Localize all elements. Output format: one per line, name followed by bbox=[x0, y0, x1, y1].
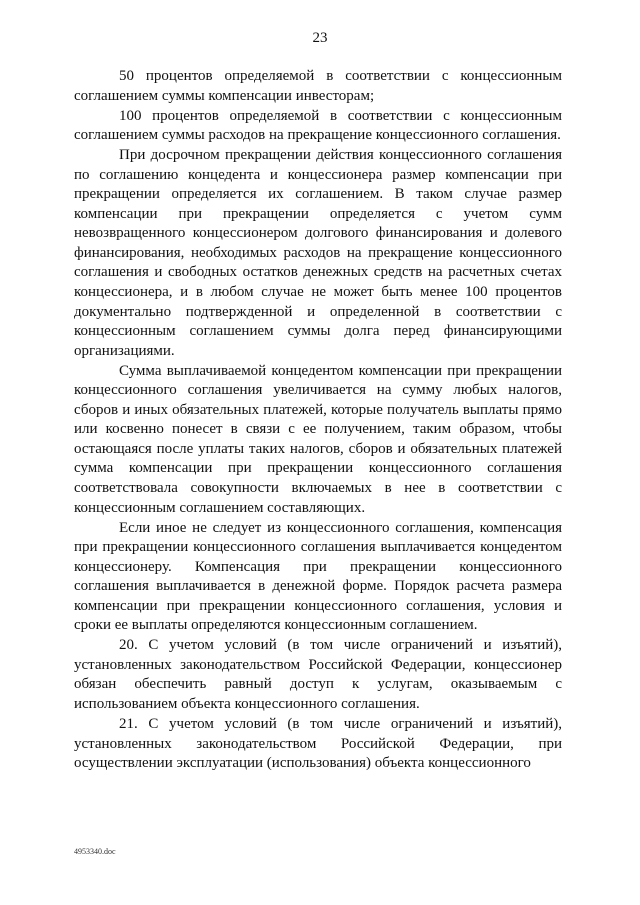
paragraph-clause-21: 21. С учетом условий (в том числе ограничений и изъятий), установленных законодательством Российской Федерации, при осуществлении эксплуатации (использования) объекта концессионного bbox=[74, 716, 562, 772]
paragraph-compensation-investors: 50 процентов определяемой в соответствии с концессионным соглашением суммы компенсации инвесторам; bbox=[74, 68, 562, 104]
paragraph-compensation-taxes: Сумма выплачиваемой концедентом компенсации при прекращении концессионного соглашения увеличивается на сумму любых налогов, сборов и иных обязательных платежей, которые получатель выплаты прямо или косвенно понесет в связи с ее получением, таким образом, чтобы остающаяся после уплаты таких налогов, сборов и обязательных платежей сумма компенсации при прекращении концессионного соглашения соответствовала совокупности включаемых в нее в соответствии с концессионным соглашением составляющих. bbox=[74, 362, 562, 516]
paragraph-early-termination: При досрочном прекращении действия концессионного соглашения по соглашению концедента и концессионера размер компенсации при прекращении определяется их соглашением. В таком случае размер компенсации при прекращении определяется с учетом сумм невозвращенного концессионером долгового финансирования и долевого финансирования, необходимых расходов на прекращение концессионного соглашения и свободных остатков денежных средств на расчетных счетах концессионера, и в любом случае не может быть менее 100 процентов документально подтвержденной и определенной в соответствии с концессионным соглашением суммы долга перед финансирующими организациями. bbox=[74, 147, 562, 359]
paragraph-clause-20: 20. С учетом условий (в том числе ограничений и изъятий), установленных законодательством Российской Федерации, концессионер обязан обеспечить равный доступ к услугам, оказываемым с использованием объекта концессионного соглашения. bbox=[74, 637, 562, 712]
footer-file-code: 4953340.doc bbox=[74, 847, 116, 856]
document-body bbox=[74, 67, 562, 774]
page-number: 23 bbox=[312, 30, 328, 46]
paragraph-termination-expenses: 100 процентов определяемой в соответствии с концессионным соглашением суммы расходов на прекращение концессионного соглашения. bbox=[74, 107, 562, 144]
paragraph-compensation-payment: Если иное не следует из концессионного соглашения, компенсация при прекращении концессионного соглашения выплачивается концедентом концессионеру. Компенсация при прекращении концессионного соглашения выплачивается в денежной форме. Порядок расчета размера компенсации при прекращении концессионного соглашения, условия и сроки ее выплаты определяются концессионным соглашением. bbox=[74, 519, 562, 634]
